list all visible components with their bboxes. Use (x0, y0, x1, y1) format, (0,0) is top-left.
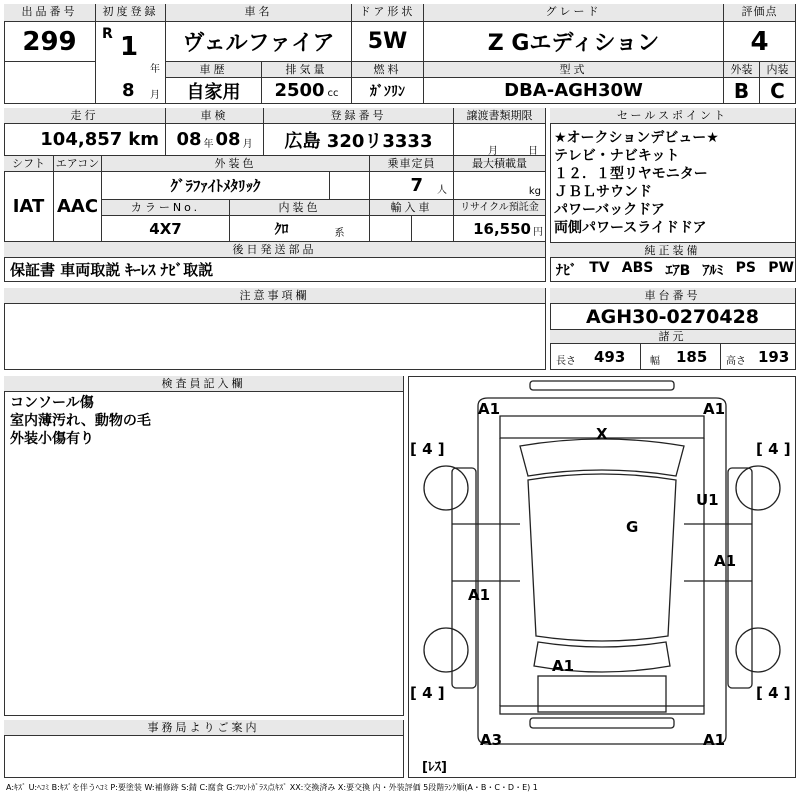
displacement: 2500 (274, 80, 325, 101)
body-outline (478, 398, 726, 744)
displacement-unit: cc (327, 88, 339, 99)
history-header: 車歴 (166, 62, 262, 78)
colorno: 4X7 (102, 216, 230, 242)
inspection-year-unit: 年 (203, 139, 214, 150)
lot-number: 299 (4, 22, 96, 62)
ac: AAC (54, 172, 102, 242)
transfer-day: 日 (528, 146, 538, 156)
spec-header: 諸元 (550, 330, 796, 344)
reg-month: 8 (122, 80, 135, 101)
recycle-cell (454, 216, 546, 242)
shift: IAT (4, 172, 54, 242)
sales-item: パワーバックドア (554, 202, 665, 218)
height: 193 (758, 348, 790, 366)
rear-left-wheel (424, 628, 468, 672)
load-cell (454, 172, 546, 200)
transfer-month: 月 (488, 146, 498, 156)
length: 493 (594, 348, 626, 366)
import-header: 輸入車 (370, 200, 454, 216)
reg-era: R (102, 26, 113, 42)
damage-mark: G (626, 518, 639, 536)
mileage-header: 走行 (4, 108, 166, 124)
reg-year: 1 (120, 32, 139, 62)
capacity-cell (370, 172, 454, 200)
mileage-unit: km (128, 129, 159, 150)
rear-bumper-outline (530, 718, 674, 728)
plate-number: 広島 320リ3333 (264, 124, 454, 156)
capacity-header: 乗車定員 (370, 156, 454, 172)
score: 4 (724, 22, 796, 62)
history: 自家用 (166, 78, 262, 104)
inspector-header: 検査員記入欄 (4, 376, 404, 392)
reg-cell (96, 22, 166, 104)
damage-mark: A1 (714, 552, 737, 570)
sales-item: 両側パワースライドドア (554, 220, 707, 236)
plate-header: 登録番号 (264, 108, 454, 124)
spec-divider-1 (640, 344, 641, 370)
equipment-header: 純正装備 (550, 242, 796, 258)
chassis-header: 車台番号 (550, 288, 796, 304)
damage-mark: A1 (703, 400, 726, 418)
load-unit: kg (528, 186, 541, 197)
later-parts-header: 後日発送部品 (4, 242, 546, 258)
later-parts: 保証書 車両取説 ｷｰﾚｽ ﾅﾋﾞ取説 (4, 258, 546, 282)
inspector-notes (10, 394, 151, 448)
transfer-header: 譲渡書類期限 (454, 108, 546, 124)
capacity: 7 (410, 175, 423, 196)
displacement-header: 排気量 (262, 62, 352, 78)
grade: Z Gエディション (424, 22, 724, 62)
interior-color-unit: 系 (334, 228, 345, 239)
mileage: 104,857 (40, 129, 123, 150)
width: 185 (676, 348, 708, 366)
length-label: 長さ (556, 356, 576, 367)
rear-lower-outline (500, 706, 704, 714)
damage-mark: U1 (696, 491, 719, 509)
fuel-header: 燃料 (352, 62, 424, 78)
damage-mark: A1 (703, 731, 726, 749)
recycle-unit: 円 (533, 227, 543, 238)
shift-header: シフト (4, 156, 54, 172)
equipment-item: ｱﾙﾐ (702, 263, 724, 279)
recycle-fee: 16,550 (473, 219, 531, 238)
door-header: ドア形状 (352, 4, 424, 22)
front-left-wheel (424, 466, 468, 510)
colorno-header: カラーNo. (102, 200, 230, 216)
inspection-header: 車検 (166, 108, 264, 124)
reg-year-unit: 年 (150, 64, 160, 75)
model-header: 型式 (424, 62, 724, 78)
reg-month-unit: 月 (150, 90, 160, 101)
fuel: ｶﾞｿﾘﾝ (352, 78, 424, 104)
damage-mark: X (596, 425, 608, 443)
inspection-year: 08 (176, 129, 202, 150)
spec-row (550, 344, 796, 370)
inspection-cell (166, 124, 264, 156)
equipment-item: ﾅﾋﾞ (556, 263, 577, 279)
damage-mark: A1 (468, 586, 491, 604)
damage-mark: A1 (552, 657, 575, 675)
tire-depth: [ 4 ] (410, 440, 445, 458)
color: ｸﾞﾗﾌｧｲﾄﾒﾀﾘｯｸ (102, 172, 330, 200)
sales-list (554, 129, 794, 237)
windshield-outline (520, 439, 684, 476)
legend: A:ｷｽﾞ U:ﾍｺﾐ B:ｷｽﾞを伴うﾍｺﾐ P:要塗装 W:補修跡 S:錆 C:腐食 G:ﾌﾛﾝﾄｶﾞﾗｽ点ｷｽﾞ XX:交換済み X:要交換 内・外装評価 5段階ﾗﾝｸ順(A・B・C・D・E) 1 (6, 783, 538, 792)
sales-item: １２．１型リヤモニター (554, 166, 708, 182)
inspection-month-unit: 月 (242, 139, 253, 150)
damage-mark: A3 (480, 731, 503, 749)
mileage-cell (4, 124, 166, 156)
roof-outline (528, 474, 676, 641)
score-header: 評価点 (724, 4, 796, 22)
tire-depth: [ 4 ] (756, 440, 791, 458)
sales-item: ＪＢＬサウンド (554, 184, 652, 200)
lot-blank (4, 62, 96, 104)
front-bumper-outline (530, 381, 674, 390)
inspector-note: 外装小傷有り (10, 431, 94, 447)
tire-depth: [ 4 ] (410, 684, 445, 702)
grade-header: グレード (424, 4, 724, 22)
door-type: 5W (352, 22, 424, 62)
exterior-grade: B (724, 78, 760, 104)
equipment-list (556, 260, 794, 280)
color-header: 外装色 (102, 156, 370, 172)
tire-depth: [ 4 ] (756, 684, 791, 702)
damage-mark: A1 (478, 400, 501, 418)
inspector-note: 室内薄汚れ、動物の毛 (10, 413, 151, 429)
office-header: 事務局よりご案内 (4, 720, 404, 736)
exterior-header: 外装 (724, 62, 760, 78)
interior-color-cell (230, 216, 370, 242)
import-b (412, 216, 454, 242)
capacity-unit: 人 (437, 185, 447, 196)
sales-item: ★オークションデビュー★ (554, 130, 719, 146)
lot-header: 出品番号 (4, 4, 96, 22)
caution-header: 注意事項欄 (4, 288, 546, 304)
sales-header: セールスポイント (550, 108, 796, 124)
interior-color: ｸﾛ (274, 221, 289, 238)
width-label: 幅 (650, 356, 660, 367)
recycle-header: リサイクル預託金 (454, 200, 546, 216)
interior-header: 内装 (760, 62, 796, 78)
sales-item: テレビ・ナビキット (554, 148, 680, 164)
car-name-header: 車名 (166, 4, 352, 22)
displacement-cell (262, 78, 352, 104)
color-blank (330, 172, 370, 200)
load-header: 最大積載量 (454, 156, 546, 172)
import-a (370, 216, 412, 242)
inspection-month: 08 (215, 129, 241, 150)
chassis-number: AGH30-0270428 (550, 304, 796, 330)
equipment-item: TV (589, 260, 610, 276)
equipment-item: ｴｱB (665, 263, 691, 279)
equipment-item: PW (768, 260, 794, 276)
equipment-item: PS (735, 260, 757, 276)
interior-color-header: 内装色 (230, 200, 370, 216)
transfer-cell (454, 124, 546, 156)
front-right-wheel (736, 466, 780, 510)
interior-grade: C (760, 78, 796, 104)
car-name: ヴェルファイア (166, 22, 352, 62)
equipment-item: ABS (621, 260, 654, 276)
spare-tire: [ﾚｽ] (422, 760, 447, 775)
ac-header: エアコン (54, 156, 102, 172)
model-code: DBA-AGH30W (424, 78, 724, 104)
rear-right-wheel (736, 628, 780, 672)
reg-header: 初度登録 (96, 4, 166, 22)
height-label: 高さ (726, 356, 746, 367)
spec-divider-2 (720, 344, 721, 370)
inspector-note: コンソール傷 (10, 395, 94, 411)
